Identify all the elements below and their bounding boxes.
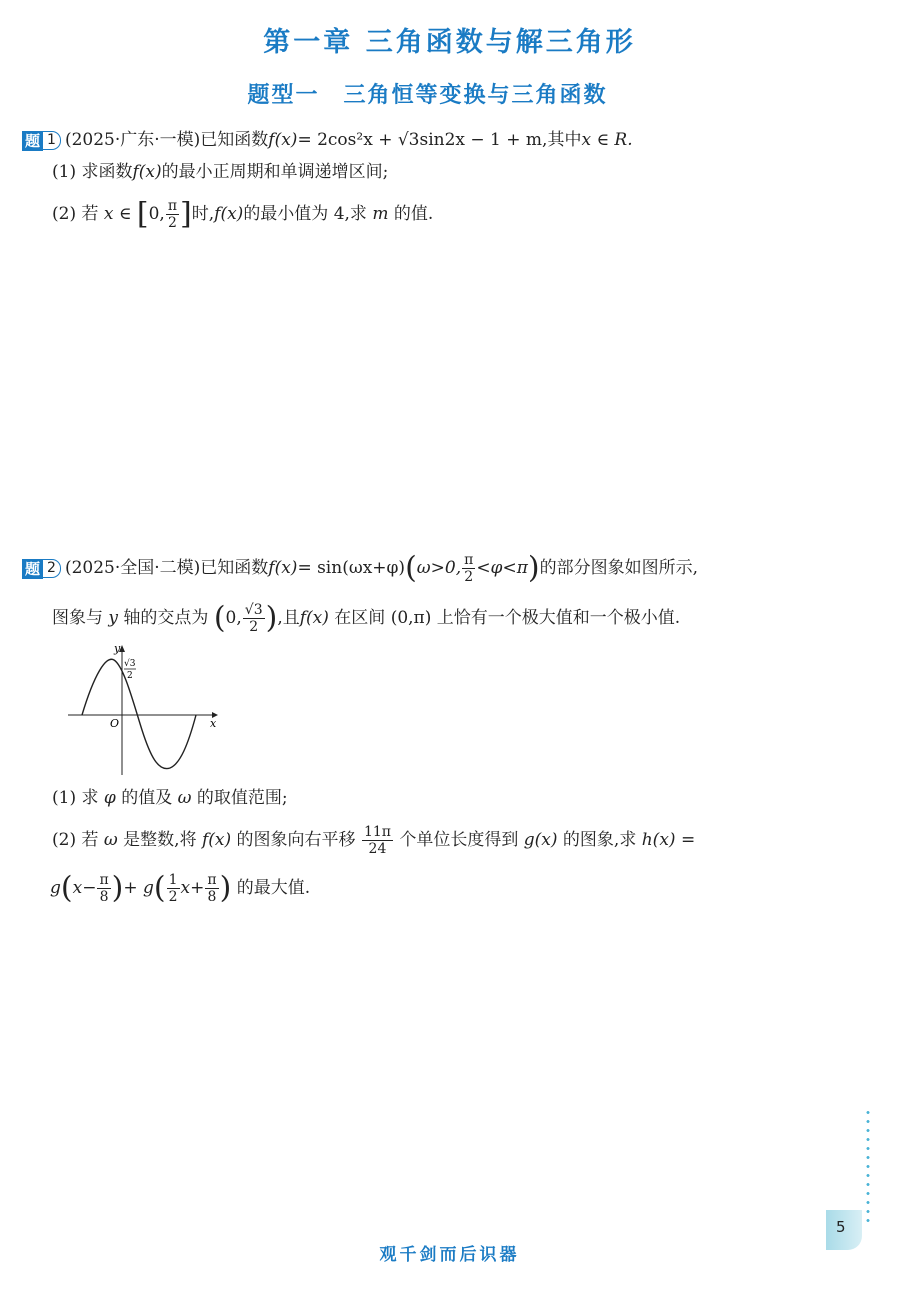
y-intercept-denominator: 2	[127, 671, 133, 681]
origin-label: O	[110, 717, 120, 730]
q2-source: (2025·全国·二模)	[64, 558, 201, 578]
y-axis-label: y	[114, 642, 121, 655]
q1-badge: 题 1	[22, 131, 61, 151]
y-intercept-numerator: √3	[124, 659, 136, 669]
q1-part2: (2) 若 x ∈ [0, $\frac{\pi}{2}$ ]时,f(x)的最小值为 4,求 m 的值.	[52, 196, 434, 232]
sine-curve	[82, 659, 196, 768]
q1-stem: 题 1 (2025·广东·一模)已知函数f(x)= 2cos²x + √3sin2x − 1 + m,其中x ∈ R.	[22, 128, 633, 152]
q2-stem: 题 2 (2025·全国·二模)已知函数f(x)= sin(ωx+φ)(ω>0, $\frac{\pi}{2}$ <φ<π)的部分图象如图所示,	[22, 552, 698, 585]
section-title: 题型一 三角恒等变换与三角函数	[247, 83, 608, 108]
q1-formula: = 2cos²x + √3sin2x − 1 + m	[297, 130, 543, 150]
q1-source: (2025·广东·一模)	[64, 130, 201, 150]
pi-over-2-fraction: $\frac{\pi}{2}$	[167, 198, 178, 231]
q2-line2: 图象与 y 轴的交点为 (0, $\frac{√3}{2}$ ),且f(x) 在区间 (0,π) 上恰有一个极大值和一个极小值.	[52, 600, 681, 636]
chapter-title: 第一章 三角函数与解三角形	[263, 27, 636, 58]
q2-badge: 题 2	[22, 559, 61, 579]
q2-part2-expression: g(x− $\frac{\pi}{8}$ )+ g( $\frac{1}{2}$ x+ $\frac{\pi}{8}$ ) 的最大值.	[50, 870, 311, 906]
x-axis-label: x	[210, 717, 217, 730]
footer-slogan: 观千剑而后识器	[379, 1245, 520, 1265]
q2-part1: (1) 求 φ 的值及 ω 的取值范围;	[52, 788, 288, 808]
sine-graph	[62, 640, 222, 780]
q1-part1: (1) 求函数f(x)的最小正周期和单调递增区间;	[52, 162, 389, 182]
page-number: 5	[836, 1218, 846, 1236]
q2-part2: (2) 若 ω 是整数,将 f(x) 的图象向右平移 $\frac{11\pi}{24}$ 个单位长度得到 g(x) 的图象,求 h(x) =	[52, 824, 696, 857]
decorative-dots	[866, 1108, 870, 1228]
